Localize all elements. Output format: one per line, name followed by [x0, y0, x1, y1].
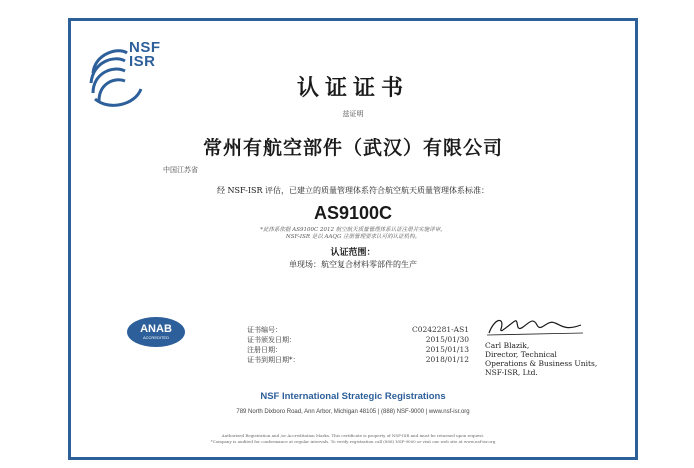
- detail-value: 2018/01/12: [425, 355, 469, 364]
- scope-text: 单现场：航空复合材料零部件的生产: [289, 260, 417, 269]
- certificate-title: 认证证书: [296, 75, 409, 101]
- certificate-frame: [68, 18, 638, 460]
- signatory-title: Operations & Business Units,: [485, 359, 598, 368]
- standard-note: *此体系依据 AS9100C 2012 航空航天质量管理体系认证注册并实施评审。: [260, 227, 446, 233]
- footer-fine-print: *Company is audited for conformance at regular intervals. To verify registration call (888) NSF-9000 or visit our web site at www.nsf-isr.org: [210, 439, 496, 444]
- signature: [485, 313, 585, 339]
- signatory-title: Director, Technical: [485, 350, 557, 359]
- logo-text: [129, 41, 161, 69]
- detail-label: 证书编号：: [247, 326, 282, 334]
- logo-text-nsf: NSF: [129, 39, 161, 56]
- detail-row: [247, 355, 469, 365]
- certificate-details: [247, 325, 469, 365]
- signatory-block: [485, 341, 597, 377]
- logo-text-isr: ISR: [129, 53, 156, 70]
- anab-label: ANAB: [140, 323, 172, 335]
- certifies-label: 兹证明: [342, 110, 364, 118]
- scope-title: 认证范围：: [330, 248, 376, 258]
- detail-row: [247, 325, 469, 335]
- detail-row: [247, 345, 469, 355]
- anab-accreditation-logo: [127, 317, 185, 347]
- company-location: 中国江苏省: [163, 166, 198, 174]
- detail-label: 证书到期日期*：: [247, 356, 300, 364]
- company-name: 常州有航空部件（武汉）有限公司: [202, 137, 503, 159]
- detail-value: 2015/01/30: [425, 335, 469, 344]
- standard-note: NSF-ISR 是以 AAQG 注册管理要求认可的认证机构。: [285, 234, 421, 240]
- detail-value: 2015/01/13: [425, 345, 469, 354]
- signatory-name: Carl Blazik,: [485, 341, 530, 350]
- signatory-org: NSF-ISR, Ltd.: [485, 368, 538, 377]
- detail-label: 注册日期：: [247, 346, 282, 354]
- certification-intro: 经 NSF-ISR 评估，已建立的质量管理体系符合航空航天质量管理体系标准：: [216, 186, 490, 195]
- detail-value: C0242281-AS1: [411, 325, 469, 334]
- detail-label: 证书颁发日期：: [247, 336, 296, 344]
- footer-org-name: NSF International Strategic Registrations: [260, 391, 446, 402]
- anab-sub-label: ACCREDITED: [142, 335, 169, 340]
- standard-name: AS9100C: [313, 203, 393, 223]
- footer-fine-print: Authorized Registration and /or Accreditation Marks. This certificate is property of NSF-ISR and must be returned upon request.: [221, 433, 485, 438]
- detail-row: [247, 335, 469, 345]
- footer-address: 789 North Dixboro Road, Ann Arbor, Michigan 48105 | (888) NSF-9000 | www.nsf-isr.org: [236, 409, 470, 415]
